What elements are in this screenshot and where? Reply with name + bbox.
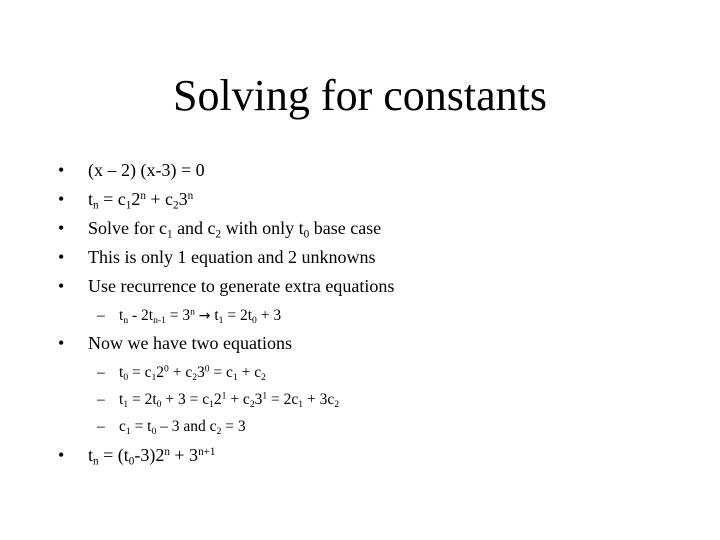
bullet-text: $t_n = (t_0-3)2^n + 3^{n+1}$ <box>88 445 216 468</box>
slide-title: Solving for constants <box>173 71 547 120</box>
bullet-text: Now we have two equations <box>88 333 292 353</box>
arrow-right-icon: → <box>198 308 211 324</box>
bullet-icon: • <box>58 445 65 465</box>
dash-icon: – <box>97 364 105 381</box>
sub-bullet-text: $t_0 = c_12^0 + c_23^0 = c_1 + c_2$ <box>119 363 266 383</box>
dash-icon: – <box>97 391 105 408</box>
bullet-text: Solve for $c_1$ and $c_2$ with only $t_0$ base case <box>88 218 382 241</box>
bullet-text: (x – 2) (x-3) = 0 <box>88 160 205 180</box>
bullet-text: Use recurrence to generate extra equations <box>88 276 395 296</box>
bullet-icon: • <box>58 276 65 296</box>
bullet-icon: • <box>58 189 65 209</box>
bullet-icon: • <box>58 247 65 267</box>
bullet-icon: • <box>58 218 65 238</box>
dash-icon: – <box>97 307 105 324</box>
sub-bullet-text: $t_1 = 2t_0 + 3 = c_12^1 + c_23^1 = 2c_1 + 3c_2$ <box>119 390 339 410</box>
bullet-icon: • <box>58 160 65 180</box>
bullet-text: This is only 1 equation and 2 unknowns <box>88 247 376 267</box>
dash-icon: – <box>97 418 105 435</box>
sub-bullet-text: $c_1 = t_0 - 3$ and $c_2 = 3$ <box>119 418 246 437</box>
bullet-icon: • <box>58 333 65 353</box>
sub-bullet-text: $t_n - 2t_{n-1} = 3^n \to t_1 = 2t_0 + 3$ <box>119 306 282 326</box>
bullet-text: $t_n = c_12^n + c_23^n$ <box>88 189 194 212</box>
